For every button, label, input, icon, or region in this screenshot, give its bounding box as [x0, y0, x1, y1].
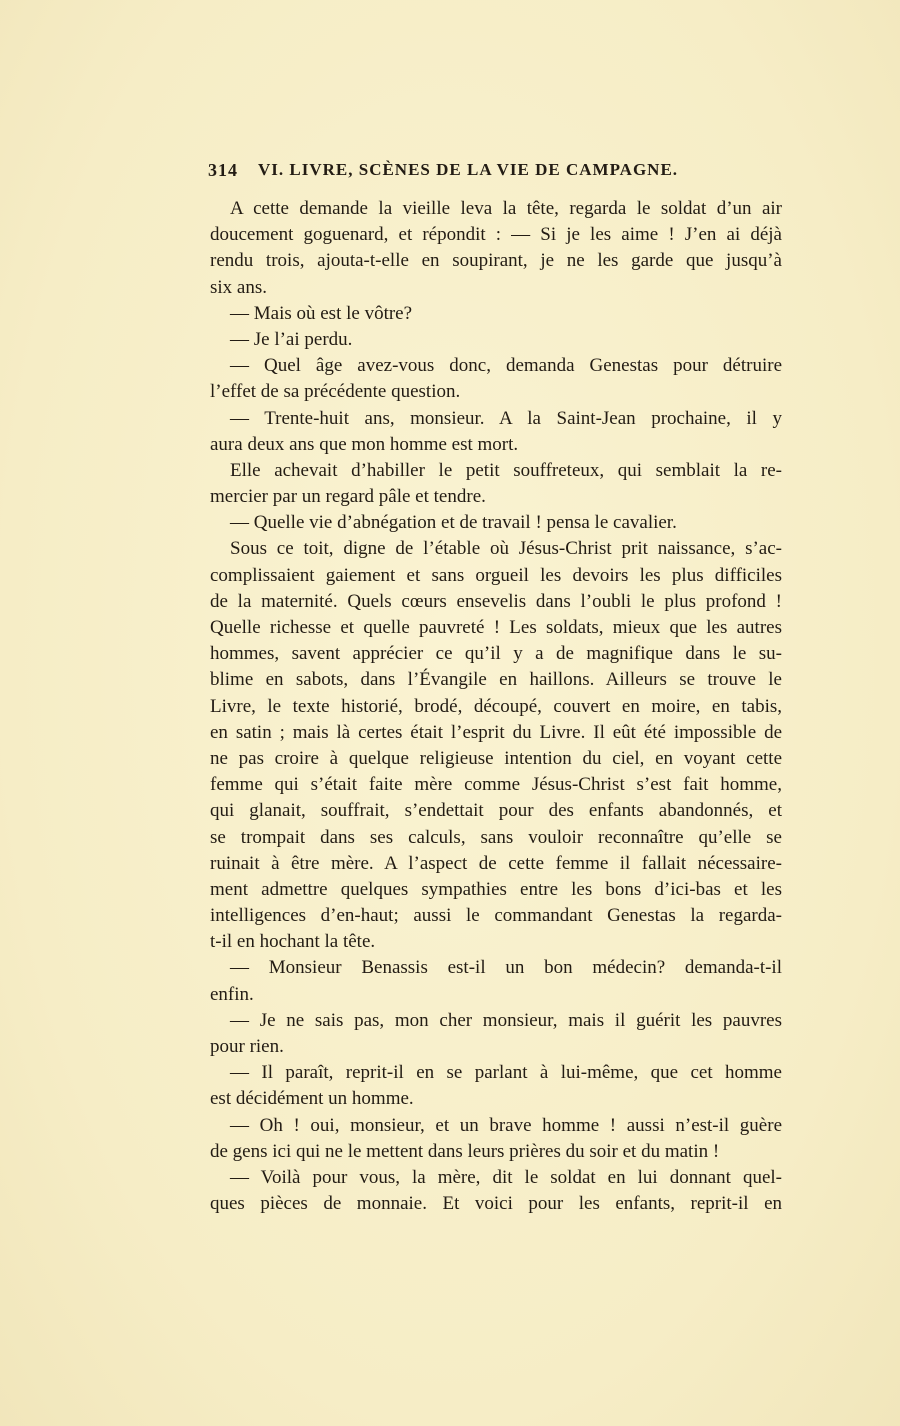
running-header — [208, 160, 783, 186]
text-line: en satin ; mais là certes était l’esprit du Livre. Il eût été impossible de — [210, 721, 782, 743]
paragraph — [210, 1060, 782, 1112]
text-line: aura deux ans que mon homme est mort. — [210, 433, 519, 455]
text-line: — Je ne sais pas, mon cher monsieur, mais il guérit les pauvres — [230, 1009, 782, 1031]
page-body-text — [210, 196, 782, 1217]
text-line: — Trente-huit ans, monsieur. A la Saint-Jean prochaine, il y — [230, 407, 782, 429]
text-line: l’effet de sa précédente question. — [210, 381, 461, 403]
text-line: complissaient gaiement et sans orgueil les devoirs les plus difficiles — [210, 564, 782, 586]
paragraph — [210, 536, 782, 955]
text-line: A cette demande la vieille leva la tête, regarda le soldat d’un air — [230, 198, 782, 219]
paragraph — [210, 196, 782, 301]
page-number: 314 — [208, 160, 238, 180]
text-line: qui glanait, souffrait, s’endettait pour des enfants abandonnés, et — [210, 800, 782, 822]
paragraph — [210, 1008, 782, 1060]
paragraph — [210, 1165, 782, 1217]
text-line: pour rien. — [210, 1036, 284, 1057]
text-line: doucement goguenard, et répondit : — Si je les aime ! J’en ai déjà — [210, 224, 782, 246]
text-line: de gens ici qui ne le mettent dans leurs prières du soir et du matin ! — [210, 1140, 720, 1162]
paragraph — [210, 458, 782, 510]
text-line: — Mais où est le vôtre? — [230, 302, 413, 324]
text-line: hommes, savent apprécier ce qu’il y a de magnifique dans le su- — [210, 643, 782, 665]
text-line: est décidément un homme. — [210, 1088, 414, 1110]
paragraph — [210, 301, 782, 327]
text-line: mercier par un regard pâle et tendre. — [210, 486, 486, 508]
text-line: — Quel âge avez-vous donc, demanda Genestas pour détruire — [230, 355, 782, 377]
text-line: — Quelle vie d’abnégation et de travail ! pensa le cavalier. — [230, 512, 677, 534]
text-line: ques pièces de monnaie. Et voici pour les enfants, reprit-il en — [210, 1193, 782, 1215]
text-line: — Je l’ai perdu. — [230, 328, 353, 350]
text-line: enfin. — [210, 983, 254, 1005]
paragraph — [210, 327, 782, 353]
text-line: t-il en hochant la tête. — [210, 931, 376, 953]
text-line: de la maternité. Quels cœurs ensevelis dans l’oubli le plus profond ! — [210, 590, 782, 612]
text-line: — Il paraît, reprit-il en se parlant à lui-même, que cet homme — [230, 1062, 782, 1084]
paragraph — [210, 955, 782, 1007]
paragraph — [210, 510, 782, 536]
text-line: Elle achevait d’habiller le petit souffreteux, qui semblait la re- — [230, 459, 782, 481]
text-line: Livre, le texte historié, brodé, découpé, couvert en moire, en tabis, — [210, 695, 782, 717]
text-line: — Oh ! oui, monsieur, et un brave homme ! aussi n’est-il guère — [230, 1114, 782, 1136]
text-line: intelligences d’en-haut; aussi le commandant Genestas la regarda- — [210, 905, 782, 927]
text-line: rendu trois, ajouta-t-elle en soupirant, je ne les garde que jusqu’à — [210, 250, 782, 272]
text-line: ment admettre quelques sympathies entre les bons d’ici-bas et les — [210, 878, 782, 900]
text-line: Sous ce toit, digne de l’étable où Jésus-Christ prit naissance, s’ac- — [230, 538, 782, 560]
paragraph — [210, 406, 782, 458]
paragraph — [210, 353, 782, 405]
text-line: blime en sabots, dans l’Évangile en haillons. Ailleurs se trouve le — [210, 669, 782, 691]
text-line: — Monsieur Benassis est-il un bon médecin? demanda-t-il — [230, 957, 782, 979]
text-line: se trompait dans ses calculs, sans vouloir reconnaître qu’elle se — [210, 826, 782, 848]
paragraph — [210, 1113, 782, 1165]
text-line: ne pas croire à quelque religieuse intention du ciel, en voyant cette — [210, 747, 782, 769]
text-line: ruinait à être mère. A l’aspect de cette femme il fallait nécessaire- — [210, 852, 782, 874]
text-line: femme qui s’était faite mère comme Jésus-Christ s’est fait homme, — [210, 774, 782, 796]
running-title: VI. LIVRE, SCÈNES DE LA VIE DE CAMPAGNE. — [258, 160, 679, 179]
text-line: six ans. — [210, 276, 267, 298]
text-line: Quelle richesse et quelle pauvreté ! Les soldats, mieux que les autres — [210, 617, 782, 638]
text-line: — Voilà pour vous, la mère, dit le soldat en lui donnant quel- — [230, 1166, 782, 1188]
